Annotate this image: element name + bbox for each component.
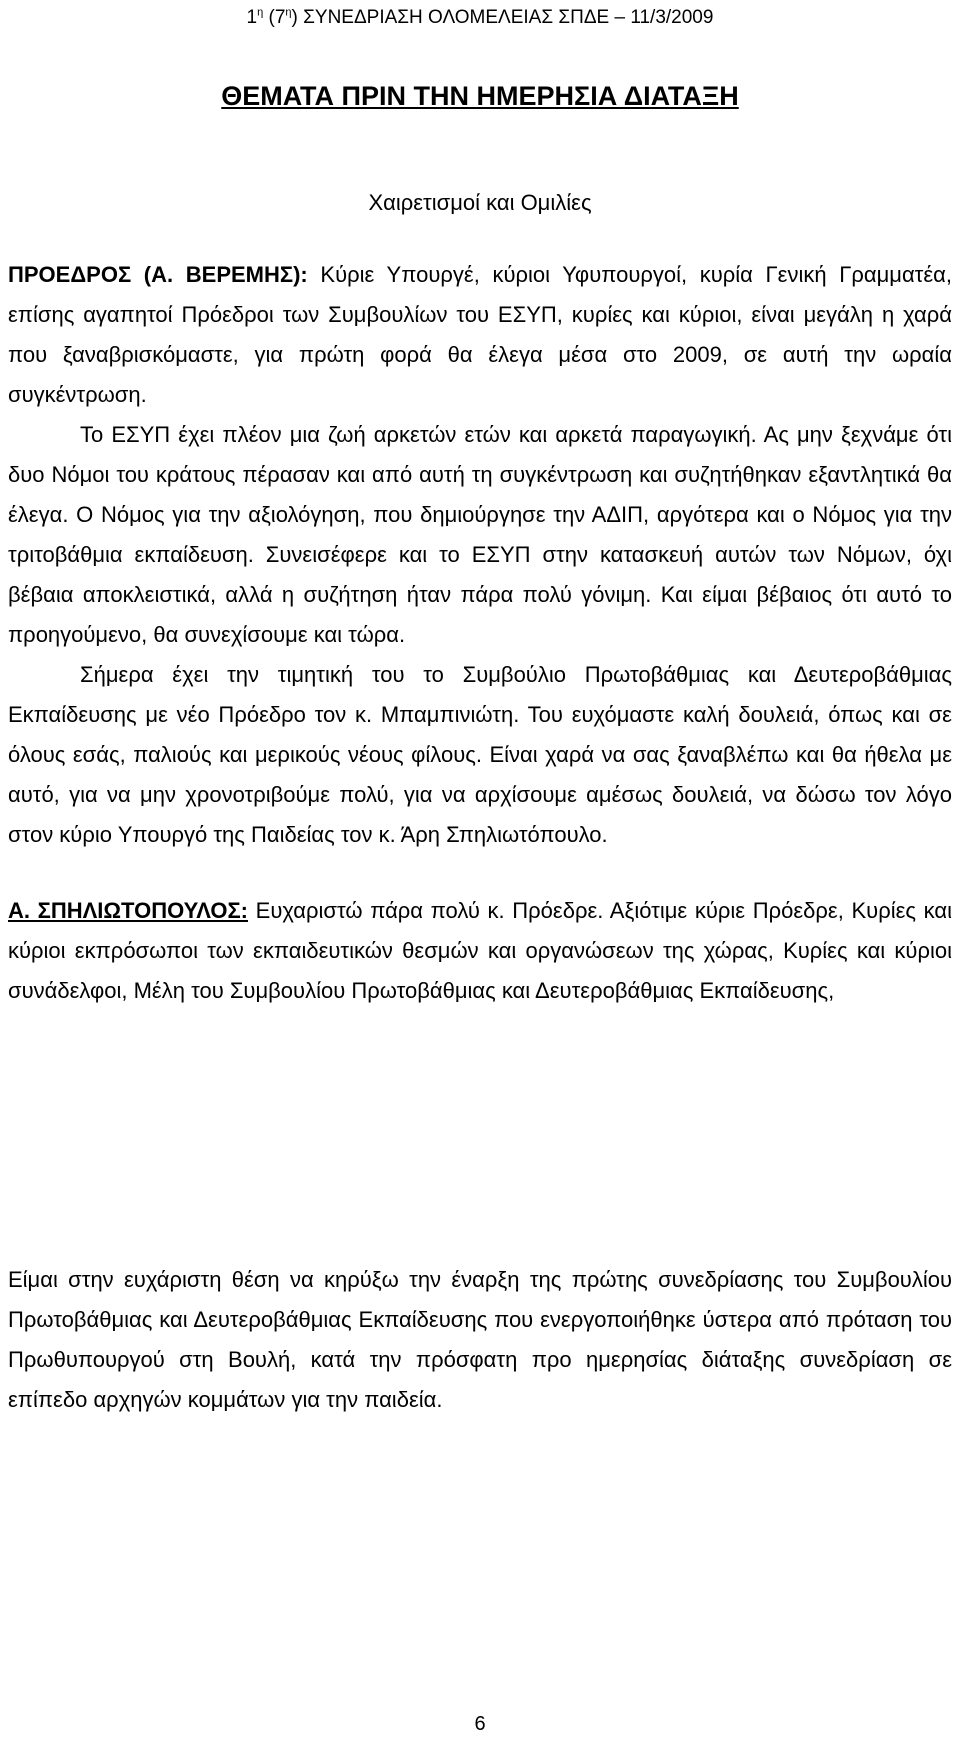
running-header [0,6,960,30]
header-session-open: (7 [263,7,286,28]
subtitle: Χαιρετισμοί και Ομιλίες [368,190,592,215]
speech-minister-text-1: Ευχαριστώ πάρα πολύ κ. Πρόεδρε. Αξιότιμε κύριε Πρόεδρε, Κυρίες και κύριοι εκπρόσωποι των εκπαιδευτικών θεσμών και οργανώσεων της χώρας, Κυρίες και κύριοι συνάδελφοι, Μέλη του Συμβουλίου Πρωτοβάθμιας και Δευτεροβάθμιας Εκπαίδευσης, [8,898,952,1003]
header-prefix-sup: η [257,6,264,19]
speech-minister [8,891,952,1011]
speaker-president: ΠΡΟΕΔΡΟΣ (Α. ΒΕΡΕΜΗΣ): [8,262,308,287]
header-prefix: 1 [246,7,258,28]
speech-president-paragraph-2 [8,415,952,655]
speech-president-text-3: Σήμερα έχει την τιμητική του το Συμβούλιο Πρωτοβάθμιας και Δευτεροβάθμιας Εκπαίδευσης με νέο Πρόεδρο τον κ. Μπαμπινιώτη. Του ευχόμαστε καλή δουλειά, όπως και σε όλους εσάς, παλιούς και μερικούς νέους φίλους. Είναι χαρά να σας ξαναβλέπω και θα ήθελα με αυτό, για να μην χρονοτριβούμε πολύ, για να αρχίσουμε αμέσως δουλειά, να δώσω τον λόγο στον κύριο Υπουργό της Παιδείας τον κ. Άρη Σπηλιωτόπουλο. [8,662,952,847]
speech-president-text-1: Κύριε Υπουργέ, κύριοι Υφυπουργοί, κυρία Γενική Γραμματέα, επίσης αγαπητοί Πρόεδροι των Συμβουλίων του ΕΣΥΠ, κυρίες και κύριοι, είναι μεγάλη η χαρά που ξαναβρισκόμαστε, για πρώτη φορά θα έλεγα μέσα στο 2009, σε αυτή την ωραία συγκέντρωση. [8,262,952,407]
speech-president-text-2: Το ΕΣΥΠ έχει πλέον μια ζωή αρκετών ετών και αρκετά παραγωγική. Ας μην ξεχνάμε ότι δυο Νόμοι του κράτους πέρασαν και από αυτή τη συγκέντρωση και συζητήθηκαν εξαντλητικά θα έλεγα. Ο Νόμος για την αξιολόγηση, που δημιούργησε την ΑΔΙΠ, αργότερα και ο Νόμος για την τριτοβάθμια εκπαίδευση. Συνεισέφερε και το ΕΣΥΠ στην κατασκευή αυτών των Νόμων, όχι βέβαια αποκλειστικά, αλλά η συζήτηση ήταν πάρα πολύ γόνιμη. Και είμαι βέβαιος ότι αυτό το προηγούμενο, θα συνεχίσουμε και τώρα. [8,422,952,647]
header-session-sup: η [285,6,292,19]
speech-minister-paragraph-1 [8,891,952,1011]
speaker-minister: Α. ΣΠΗΛΙΩΤΟΠΟΥΛΟΣ: [8,898,248,923]
speech-minister-text-2: Είμαι στην ευχάριστη θέση να κηρύξω την έναρξη της πρώτης συνεδρίασης του Συμβουλίου Πρωτοβάθμιας και Δευτεροβάθμιας Εκπαίδευσης που ενεργοποιήθηκε ύστερα από πρόταση του Πρωθυπουργού στη Βουλή, κατά την πρόσφατη προ ημερησίας διάταξης συνεδρίαση σε επίπεδο αρχηγών κομμάτων για την παιδεία. [8,1267,952,1412]
speech-president-paragraph-3 [8,655,952,855]
page-number: 6 [474,1713,486,1735]
speech-president-paragraph-1 [8,255,952,415]
header-session-close: ) ΣΥΝΕΔΡΙΑΣΗ ΟΛΟΜΕΛΕΙΑΣ ΣΠΔΕ – 11/3/2009 [291,7,714,28]
speech-president [8,255,952,855]
speech-minister-paragraph-2 [8,1260,952,1420]
section-title: ΘΕΜΑΤΑ ΠΡΙΝ ΤΗΝ ΗΜΕΡΗΣΙΑ ΔΙΑΤΑΞΗ [221,81,739,111]
speech-minister-continued [8,1260,952,1420]
